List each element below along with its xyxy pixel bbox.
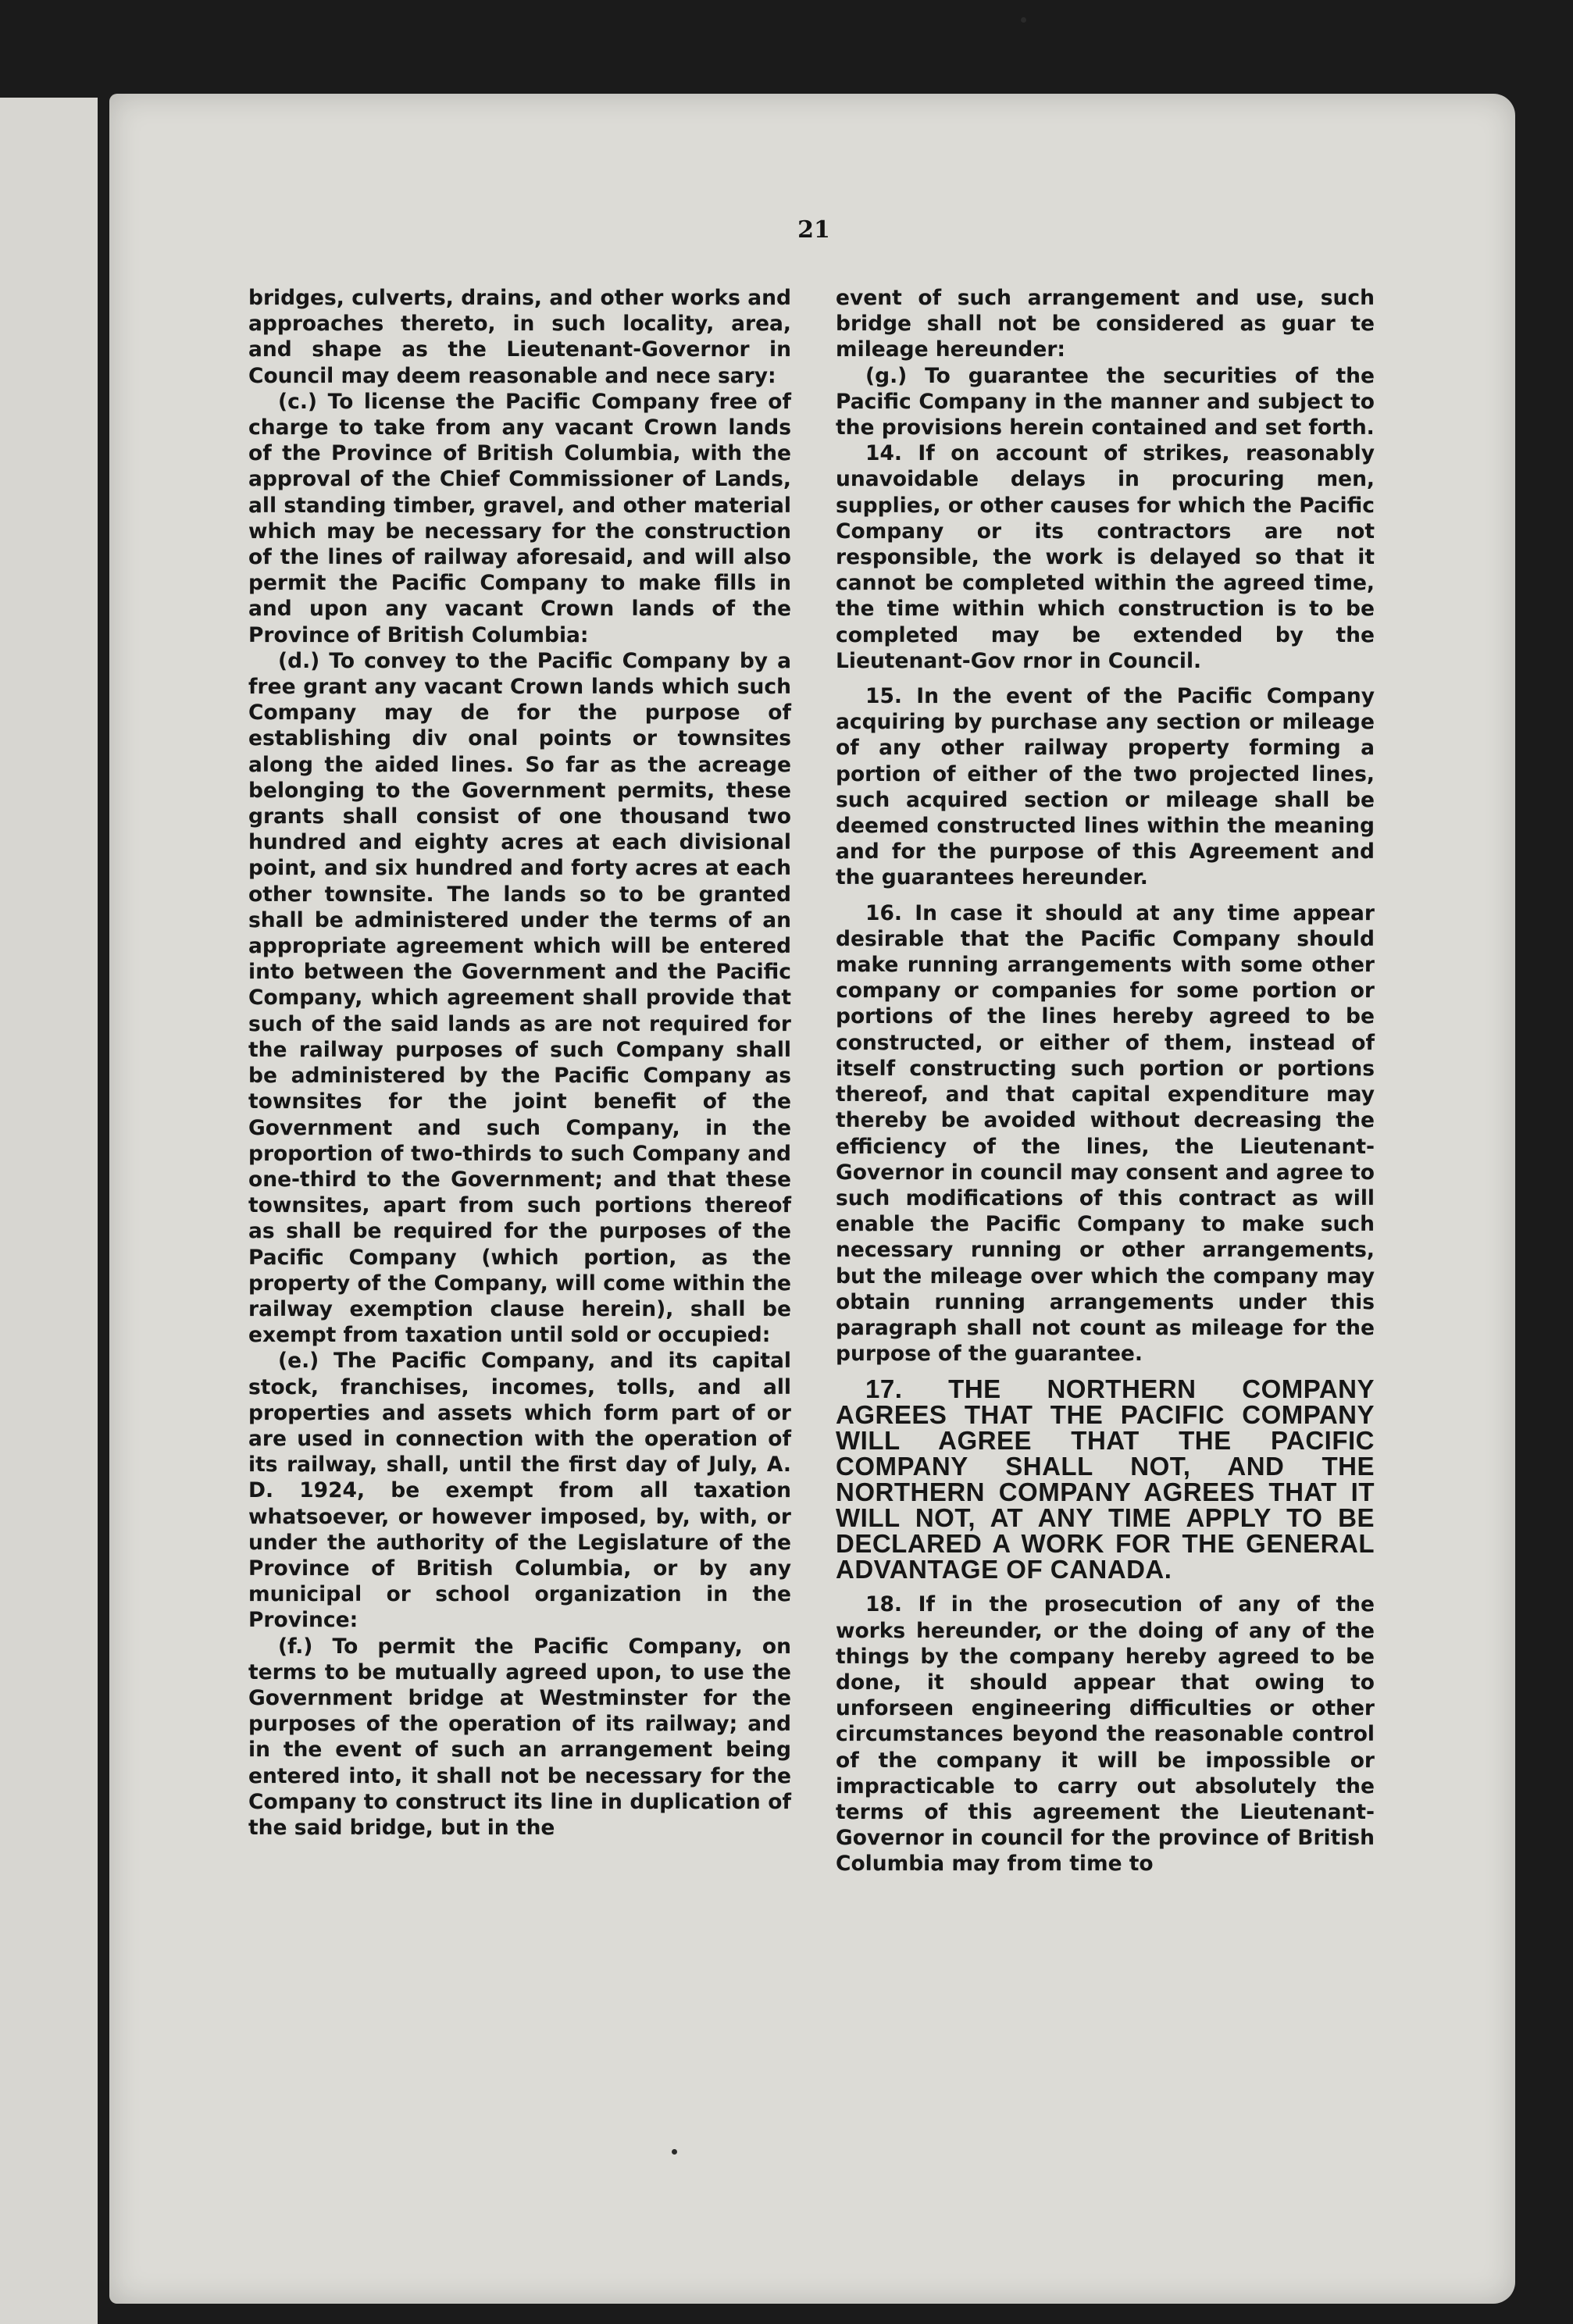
paragraph-gap: [836, 891, 1375, 900]
paragraph-gap: [836, 1582, 1375, 1592]
right-paragraph-continuation: event of such arrangement and use, such bridge shall not be considered as guar te mileage hereunder:: [836, 286, 1375, 362]
clause-f-paragraph: (f.) To permit the Pacific Company, on terms to be mutually agreed upon, to use the Government bridge at Westminster for the purposes of the operation of its railway; and in the event of such an arrangement being entered into, it shall not be necessary for the Company to construct its line in duplication of the said bridge, but in the: [248, 1634, 791, 1840]
ink-speck: [672, 2149, 677, 2155]
section-15-paragraph: 15. In the event of the Pacific Company acquiring by purchase any section or mileage of any other railway property forming a portion of either of the two projected lines, such acquired section or mileage shall be deemed constructed lines within the meaning and for the purpose of this Agreement and the guarantees hereunder.: [836, 684, 1375, 890]
section-14-paragraph: 14. If on account of strikes, reasonably unavoidable delays in procuring men, supplies, or other causes for which the Pacific Company or its contractors are not responsible, the work is delayed so that it cannot be completed within the agreed time, the time within which construction is to be completed may be extended by the Lieutenant-Gov rnor in Council.: [836, 441, 1375, 673]
left-column: [248, 285, 791, 1841]
section-17-paragraph: 17. THE NORTHERN COMPANY AGREES THAT THE PACIFIC COMPANY WILL AGREE THAT THE PACIFIC COMPANY SHALL NOT, AND THE NORTHERN COMPANY AGREES THAT IT WILL NOT, AT ANY TIME APPLY TO BE DECLARED A WORK FOR THE GENERAL ADVANTAGE OF CANADA.: [836, 1374, 1375, 1584]
paragraph-gap: [836, 674, 1375, 683]
clause-d-paragraph: (d.) To convey to the Pacific Company by a free grant any vacant Crown lands which such Company may de for the purpose of establishing div onal points or townsites along the aided lines. So far as the acreage belonging to the Government permits, these grants shall consist of one thousand two hundred and eighty acres at each divisional point, and six hundred and forty acres at each other townsite. The lands so to be granted shall be administered under the terms of an appropriate agreement which will be entered into between the Government and the Pacific Company, which agreement shall provide that such of the said lands as are not required for the railway purposes of such Company shall be administered by the Pacific Company as townsites for the joint benefit of the Government and such Company, in the proportion of two-thirds to such Company and one-third to the Government; and that these townsites, apart from such portions thereof as shall be required for the purposes of the Pacific Company (which portion, as the property of the Company, will come within the railway exemption clause herein), shall be exempt from taxation until sold or occupied:: [248, 648, 791, 1348]
section-18-paragraph: 18. If in the prosecution of any of the works hereunder, or the doing of any of the things by the company hereby agreed to be done, it should appear that owing to unforseen engineering difficulties or other circumstances beyond the reasonable control of the company it will be impossible or impracticable to carry out absolutely the terms of this agreement the Lieutenant-Governor in council for the province of British Columbia may from time to: [836, 1592, 1375, 1877]
clause-e-paragraph: (e.) The Pacific Company, and its capital stock, franchises, incomes, tolls, and all properties and assets which form part of or are used in connection with the operation of its railway, shall, until the first day of July, A. D. 1924, be exempt from all taxation whatsoever, or however imposed, by, with, or under the authority of the Legislature of the Province of British Columbia, or by any municipal or school organization in the Province:: [248, 1349, 791, 1633]
adjacent-page-edge: [0, 98, 98, 2324]
clause-c-paragraph: (c.) To license the Pacific Company free of charge to take from any vacant Crown lands of the Province of British Columbia, with the approval of the Chief Commissioner of Lands, all standing timber, gravel, and other material which may be necessary for the construction of the lines of railway aforesaid, and will also permit the Pacific Company to make fills in and upon any vacant Crown lands of the Province of British Columbia:: [248, 389, 791, 647]
ink-speck: [1021, 17, 1026, 23]
page-number: 21: [797, 216, 830, 244]
left-paragraph-continuation: bridges, culverts, drains, and other works and approaches thereto, in such locality, area, and shape as the Lieutenant-Governor in Council may deem reasonable and nece sary:: [248, 286, 791, 388]
right-column: [836, 285, 1375, 1877]
clause-g-paragraph: (g.) To guarantee the securities of the Pacific Company in the manner and subject to the provisions herein contained and set forth.: [836, 363, 1375, 440]
section-16-paragraph: 16. In case it should at any time appear desirable that the Pacific Company should make running arrangements with some other company or companies for some portion or portions of the lines hereby agreed to be constructed, or either of them, instead of itself constructing such portion or portions thereof, and that capital expenditure may thereby be avoided without decreasing the efficiency of the lines, the Lieutenant-Governor in council may consent and agree to such modifications of this contract as will enable the Pacific Company to make such necessary running or other arrangements, but the mileage over which the company may obtain running arrangements under this paragraph shall not count as mileage for the purpose of the guarantee.: [836, 900, 1375, 1367]
